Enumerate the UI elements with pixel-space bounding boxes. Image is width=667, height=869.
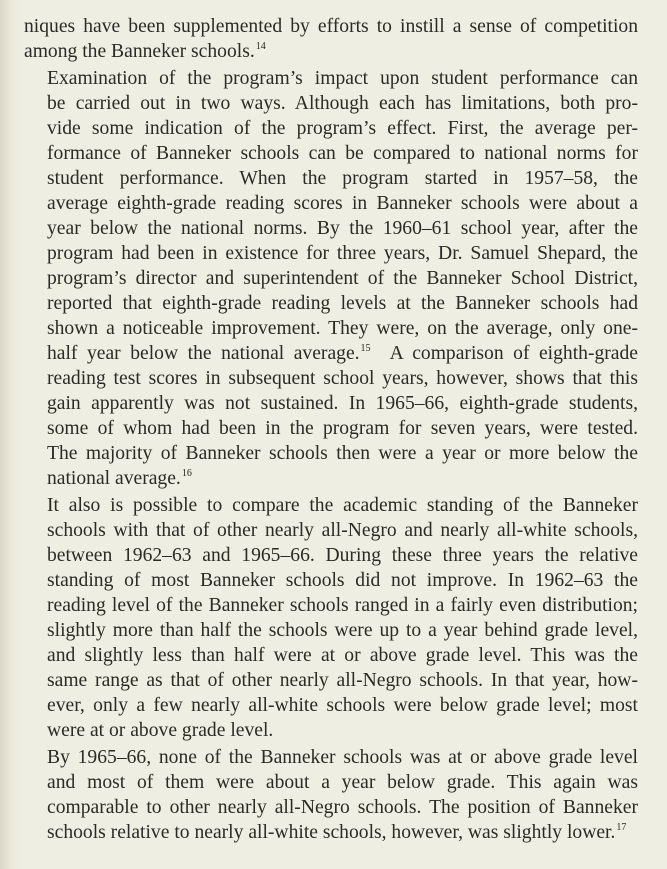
text-line: schools with that of other nearly all-Negro and nearly all-white schools, bbox=[47, 520, 638, 541]
text-line bbox=[24, 466, 638, 491]
paragraph-1 bbox=[24, 14, 638, 64]
text-line: formance of Banneker schools can be compared to national norms for bbox=[47, 143, 638, 164]
text-line: niques have been supplemented by efforts to instill a sense of competition bbox=[24, 16, 638, 37]
text-line: reading level of the Banneker schools ranged in a fairly even distribution; bbox=[47, 595, 638, 616]
paragraph-4 bbox=[24, 745, 638, 845]
text-line: It also is possible to compare the academic standing of the Banneker bbox=[47, 495, 638, 516]
text-line: between 1962–63 and 1965–66. During these three years the relative bbox=[47, 545, 638, 566]
text-line: The majority of Banneker schools then were a year or more below the bbox=[47, 443, 638, 464]
text-line bbox=[24, 39, 638, 64]
text-line: slightly more than half the schools were up to a year behind grade level, bbox=[47, 620, 638, 641]
paragraph-3 bbox=[24, 493, 638, 743]
text-line bbox=[24, 341, 638, 366]
text-line: program’s director and superintendent of the Banneker School District, bbox=[47, 268, 638, 289]
text-line: Examination of the program’s impact upon student performance can bbox=[47, 68, 638, 89]
text-line: and slightly less than half were at or above grade level. This was the bbox=[47, 645, 638, 666]
footnote-ref: 17 bbox=[616, 822, 627, 834]
text-line: vide some indication of the program’s effect. First, the average per- bbox=[47, 118, 638, 139]
text-line: some of whom had been in the program for seven years, were tested. bbox=[47, 418, 638, 439]
text-line: were at or above grade level. bbox=[47, 720, 274, 741]
text-line: standing of most Banneker schools did not improve. In 1962–63 the bbox=[47, 570, 638, 591]
text-line bbox=[24, 820, 638, 845]
text-line-content: half year below the national average. bbox=[47, 343, 360, 364]
text-line: ever, only a few nearly all-white schools were below grade level; most bbox=[47, 695, 638, 716]
text-line: same range as that of other nearly all-Negro schools. In that year, how- bbox=[47, 670, 638, 691]
text-line: year below the national norms. By the 1960–61 school year, after the bbox=[47, 218, 638, 239]
text-line: shown a noticeable improvement. They were, on the average, only one- bbox=[47, 318, 638, 339]
text-line-content: national average. bbox=[47, 468, 181, 489]
text-line-content: among the Banneker schools. bbox=[24, 41, 255, 62]
text-line: student performance. When the program started in 1957–58, the bbox=[47, 168, 638, 189]
text-line: average eighth-grade reading scores in Banneker schools were about a bbox=[47, 193, 638, 214]
footnote-ref: 15 bbox=[360, 343, 371, 355]
text-line: reported that eighth-grade reading levels at the Banneker schools had bbox=[47, 293, 638, 314]
text-line: reading test scores in subsequent school years, however, shows that this bbox=[47, 368, 638, 389]
text-line-content: schools relative to nearly all-white schools, however, was slightly lower. bbox=[47, 822, 616, 843]
text-line: comparable to other nearly all-Negro schools. The position of Banneker bbox=[47, 797, 638, 818]
paragraph-2 bbox=[24, 66, 638, 491]
footnote-ref: 16 bbox=[181, 468, 192, 480]
text-line: gain apparently was not sustained. In 1965–66, eighth-grade students, bbox=[47, 393, 638, 414]
body-text bbox=[24, 14, 638, 845]
text-line: be carried out in two ways. Although each has limitations, both pro- bbox=[47, 93, 638, 114]
text-line-content: A comparison of eighth-grade bbox=[389, 343, 639, 364]
text-line: program had been in existence for three years, Dr. Samuel Shepard, the bbox=[47, 243, 638, 264]
text-line: By 1965–66, none of the Banneker schools was at or above grade level bbox=[47, 747, 638, 768]
text-line: and most of them were about a year below grade. This again was bbox=[47, 772, 638, 793]
footnote-ref: 14 bbox=[255, 41, 266, 53]
